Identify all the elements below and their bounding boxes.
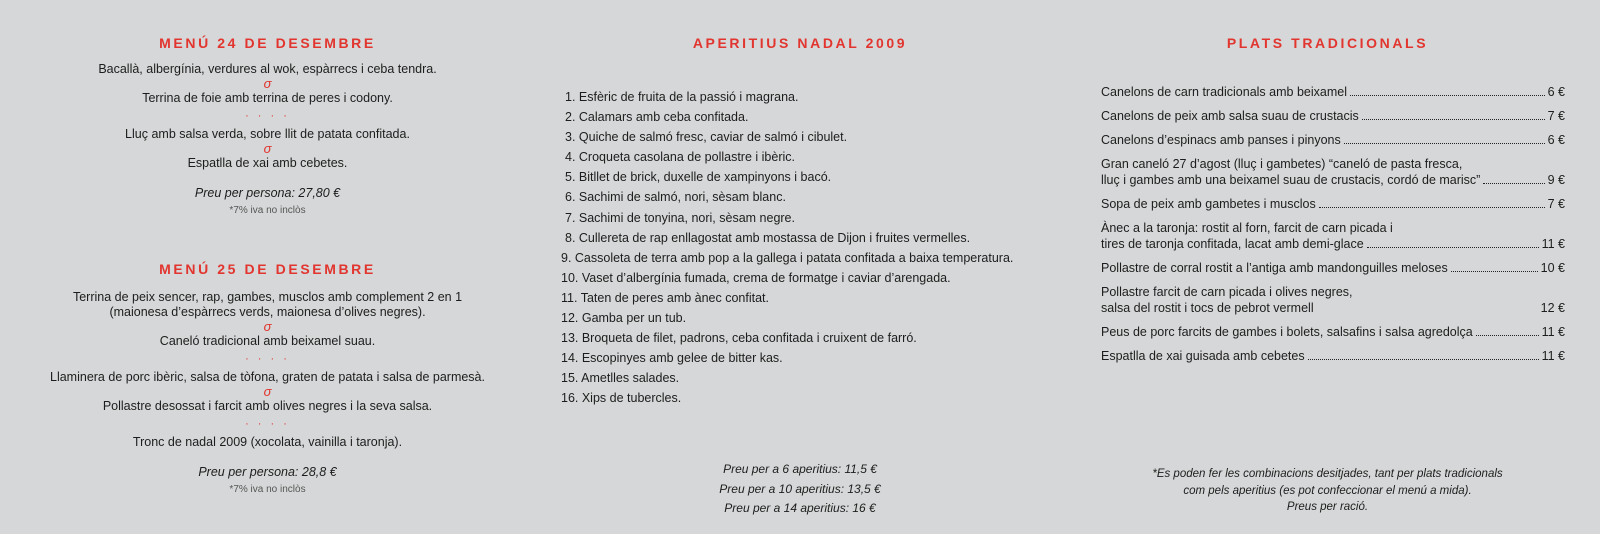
menu-24-item: Espatlla de xai amb cebetes. <box>187 156 348 170</box>
plat-name: Espatlla de xai guisada amb cebetes <box>1101 349 1305 363</box>
plat-name: Ànec a la taronja: rostit al forn, farcit de carn picada i <box>1101 221 1393 235</box>
aperitiu-item: 1. Esfèric de fruita de la passió i magrana. <box>565 90 799 104</box>
plat-price: 7 € <box>1547 109 1565 123</box>
plat-name-cont: tires de taronja confitada, lacat amb demi-glace <box>1101 237 1364 251</box>
plat-item <box>1101 284 1565 316</box>
dot-leader <box>1367 247 1539 248</box>
aperitiu-item: 16. Xips de tubercles. <box>561 391 682 406</box>
plat-item <box>1101 196 1565 212</box>
menu-24-title: MENÚ 24 DE DESEMBRE <box>159 35 376 51</box>
dot-leader <box>1451 271 1538 272</box>
plat-price: 6 € <box>1547 133 1565 147</box>
plat-item <box>1101 108 1565 124</box>
aperitius-price-14: Preu per a 14 aperitius: 16 € <box>724 501 876 515</box>
combinations-note <box>1090 466 1565 516</box>
plats-title: PLATS TRADICIONALS <box>1226 35 1429 51</box>
plat-price: 11 € <box>1541 237 1565 251</box>
dot-leader <box>1476 335 1539 336</box>
plat-name: Canelons de carn tradicionals amb beixamel <box>1101 85 1347 99</box>
plat-item <box>1101 260 1565 276</box>
plat-name-cont: salsa del rostit i tocs de pebrot vermell <box>1101 301 1314 315</box>
aperitius-title: APERITIUS NADAL 2009 <box>692 35 908 51</box>
plat-name-cont: lluç i gambes amb una beixamel suau de crustacis, cordó de marisc” <box>1101 173 1481 187</box>
menu-24-item: Terrina de foie amb terrina de peres i codony. <box>142 91 393 105</box>
plat-price: 6 € <box>1547 85 1565 99</box>
plat-price: 9 € <box>1547 173 1565 187</box>
dots-separator: · · · · <box>245 353 290 365</box>
plats-list <box>1101 84 1565 372</box>
dot-leader <box>1350 95 1545 96</box>
menu-25-iva-note: *7% iva no inclòs <box>229 484 306 495</box>
menu-25-item: Terrina de peix sencer, rap, gambes, musclos amb complement 2 en 1 <box>72 290 463 304</box>
menu-25-price: Preu per persona: 28,8 € <box>198 465 337 479</box>
aperitiu-item: 3. Quiche de salmó fresc, caviar de salmó i cibulet. <box>565 130 848 145</box>
plat-name: Canelons d’espinacs amb panses i pinyons <box>1101 133 1341 147</box>
plat-price: 11 € <box>1541 349 1565 363</box>
plat-name: Pollastre de corral rostit a l’antiga amb mandonguilles meloses <box>1101 261 1448 275</box>
plat-price: 7 € <box>1547 197 1565 211</box>
menu-24 <box>20 62 515 218</box>
dot-leader <box>1344 143 1545 144</box>
aperitiu-item: 14. Escopinyes amb gelee de bitter kas. <box>561 351 783 366</box>
menu-25-item: (maionesa d’espàrrecs verds, maionesa d’olives negres). <box>109 305 426 319</box>
plat-item <box>1101 348 1565 364</box>
aperitiu-item: 13. Broqueta de filet, padrons, ceba confitada i cruixent de farró. <box>561 331 917 346</box>
menu-24-iva-note: *7% iva no inclòs <box>229 205 306 216</box>
dot-leader <box>1308 359 1539 360</box>
menu-24-price: Preu per persona: 27,80 € <box>194 186 341 200</box>
plat-name: Gran caneló 27 d’agost (lluç i gambetes) “caneló de pasta fresca, <box>1101 157 1463 171</box>
plat-name: Peus de porc farcits de gambes i bolets, salsafins i salsa agredolça <box>1101 325 1473 339</box>
dot-leader <box>1319 207 1545 208</box>
plat-name: Canelons de peix amb salsa suau de crustacis <box>1101 109 1359 123</box>
aperitiu-item: 7. Sachimi de tonyina, nori, sèsam negre. <box>565 210 795 225</box>
aperitiu-item: 4. Croqueta casolana de pollastre i ibèric. <box>565 150 795 165</box>
menus-column <box>20 0 515 534</box>
plat-price: 10 € <box>1540 261 1565 275</box>
dots-separator: · · · · <box>245 418 290 430</box>
menu-25-item: Pollastre desossat i farcit amb olives negres i la seva salsa. <box>102 399 433 413</box>
aperitiu-item: 11. Taten de peres amb ànec confitat. <box>561 290 770 305</box>
aperitiu-item: 12. Gamba per un tub. <box>561 311 687 326</box>
note-line: Preus per ració. <box>1286 501 1369 513</box>
aperitius-column <box>545 0 1055 534</box>
aperitiu-item: 8. Cullereta de rap enllagostat amb mostassa de Dijon i fruites vermelles. <box>565 230 971 245</box>
aperitiu-item: 5. Bitllet de brick, duxelle de xampinyons i bacó. <box>565 170 832 185</box>
plat-price: 12 € <box>1540 301 1565 315</box>
menu-25-item: Caneló tradicional amb beixamel suau. <box>159 334 376 348</box>
swirl-separator-icon: σ <box>263 319 272 334</box>
aperitius-prices <box>545 460 1055 519</box>
aperitiu-item: 10. Vaset d’albergínia fumada, crema de formatge i caviar d’arengada. <box>561 270 951 285</box>
plat-item <box>1101 84 1565 100</box>
aperitiu-item: 2. Calamars amb ceba confitada. <box>565 110 749 125</box>
note-line: *Es poden fer les combinacions desitjades, tant per plats tradicionals <box>1152 468 1503 480</box>
menu-25-item: Llaminera de porc ibèric, salsa de tòfona, graten de patata i salsa de parmesà. <box>50 370 485 384</box>
aperitiu-item: 6. Sachimi de salmó, nori, sèsam blanc. <box>565 190 786 205</box>
plat-item <box>1101 156 1565 188</box>
swirl-separator-icon: σ <box>263 384 272 399</box>
dot-leader <box>1362 119 1545 120</box>
aperitius-price-6: Preu per a 6 aperitius: 11,5 € <box>723 462 877 476</box>
plat-item <box>1101 132 1565 148</box>
aperitiu-item: 15. Ametlles salades. <box>561 371 680 386</box>
menu-24-item: Bacallà, albergínia, verdures al wok, espàrrecs i ceba tendra. <box>98 62 437 76</box>
plat-item <box>1101 220 1565 252</box>
menu-25 <box>20 290 515 497</box>
menu-25-item: Tronc de nadal 2009 (xocolata, vainilla i taronja). <box>132 435 403 449</box>
note-line: com pels aperitius (es pot confeccionar el menú a mida). <box>1183 484 1472 497</box>
menu-25-title: MENÚ 25 DE DESEMBRE <box>159 261 376 277</box>
swirl-separator-icon: σ <box>263 76 272 91</box>
plats-column <box>1090 0 1565 534</box>
aperitius-price-10: Preu per a 10 aperitius: 13,5 € <box>719 481 881 496</box>
dot-leader <box>1483 183 1544 184</box>
swirl-separator-icon: σ <box>263 141 272 156</box>
menu-24-item: Lluç amb salsa verda, sobre llit de patata confitada. <box>125 127 410 141</box>
plat-name: Pollastre farcit de carn picada i olives negres, <box>1101 285 1353 299</box>
aperitiu-item: 9. Cassoleta de terra amb pop a la gallega i patata confitada a baixa temperatura. <box>561 250 1014 265</box>
plat-price: 11 € <box>1541 325 1565 339</box>
aperitius-list <box>561 87 1055 409</box>
dots-separator: · · · · <box>245 110 290 122</box>
plat-item <box>1101 324 1565 340</box>
plat-name: Sopa de peix amb gambetes i musclos <box>1101 197 1316 211</box>
